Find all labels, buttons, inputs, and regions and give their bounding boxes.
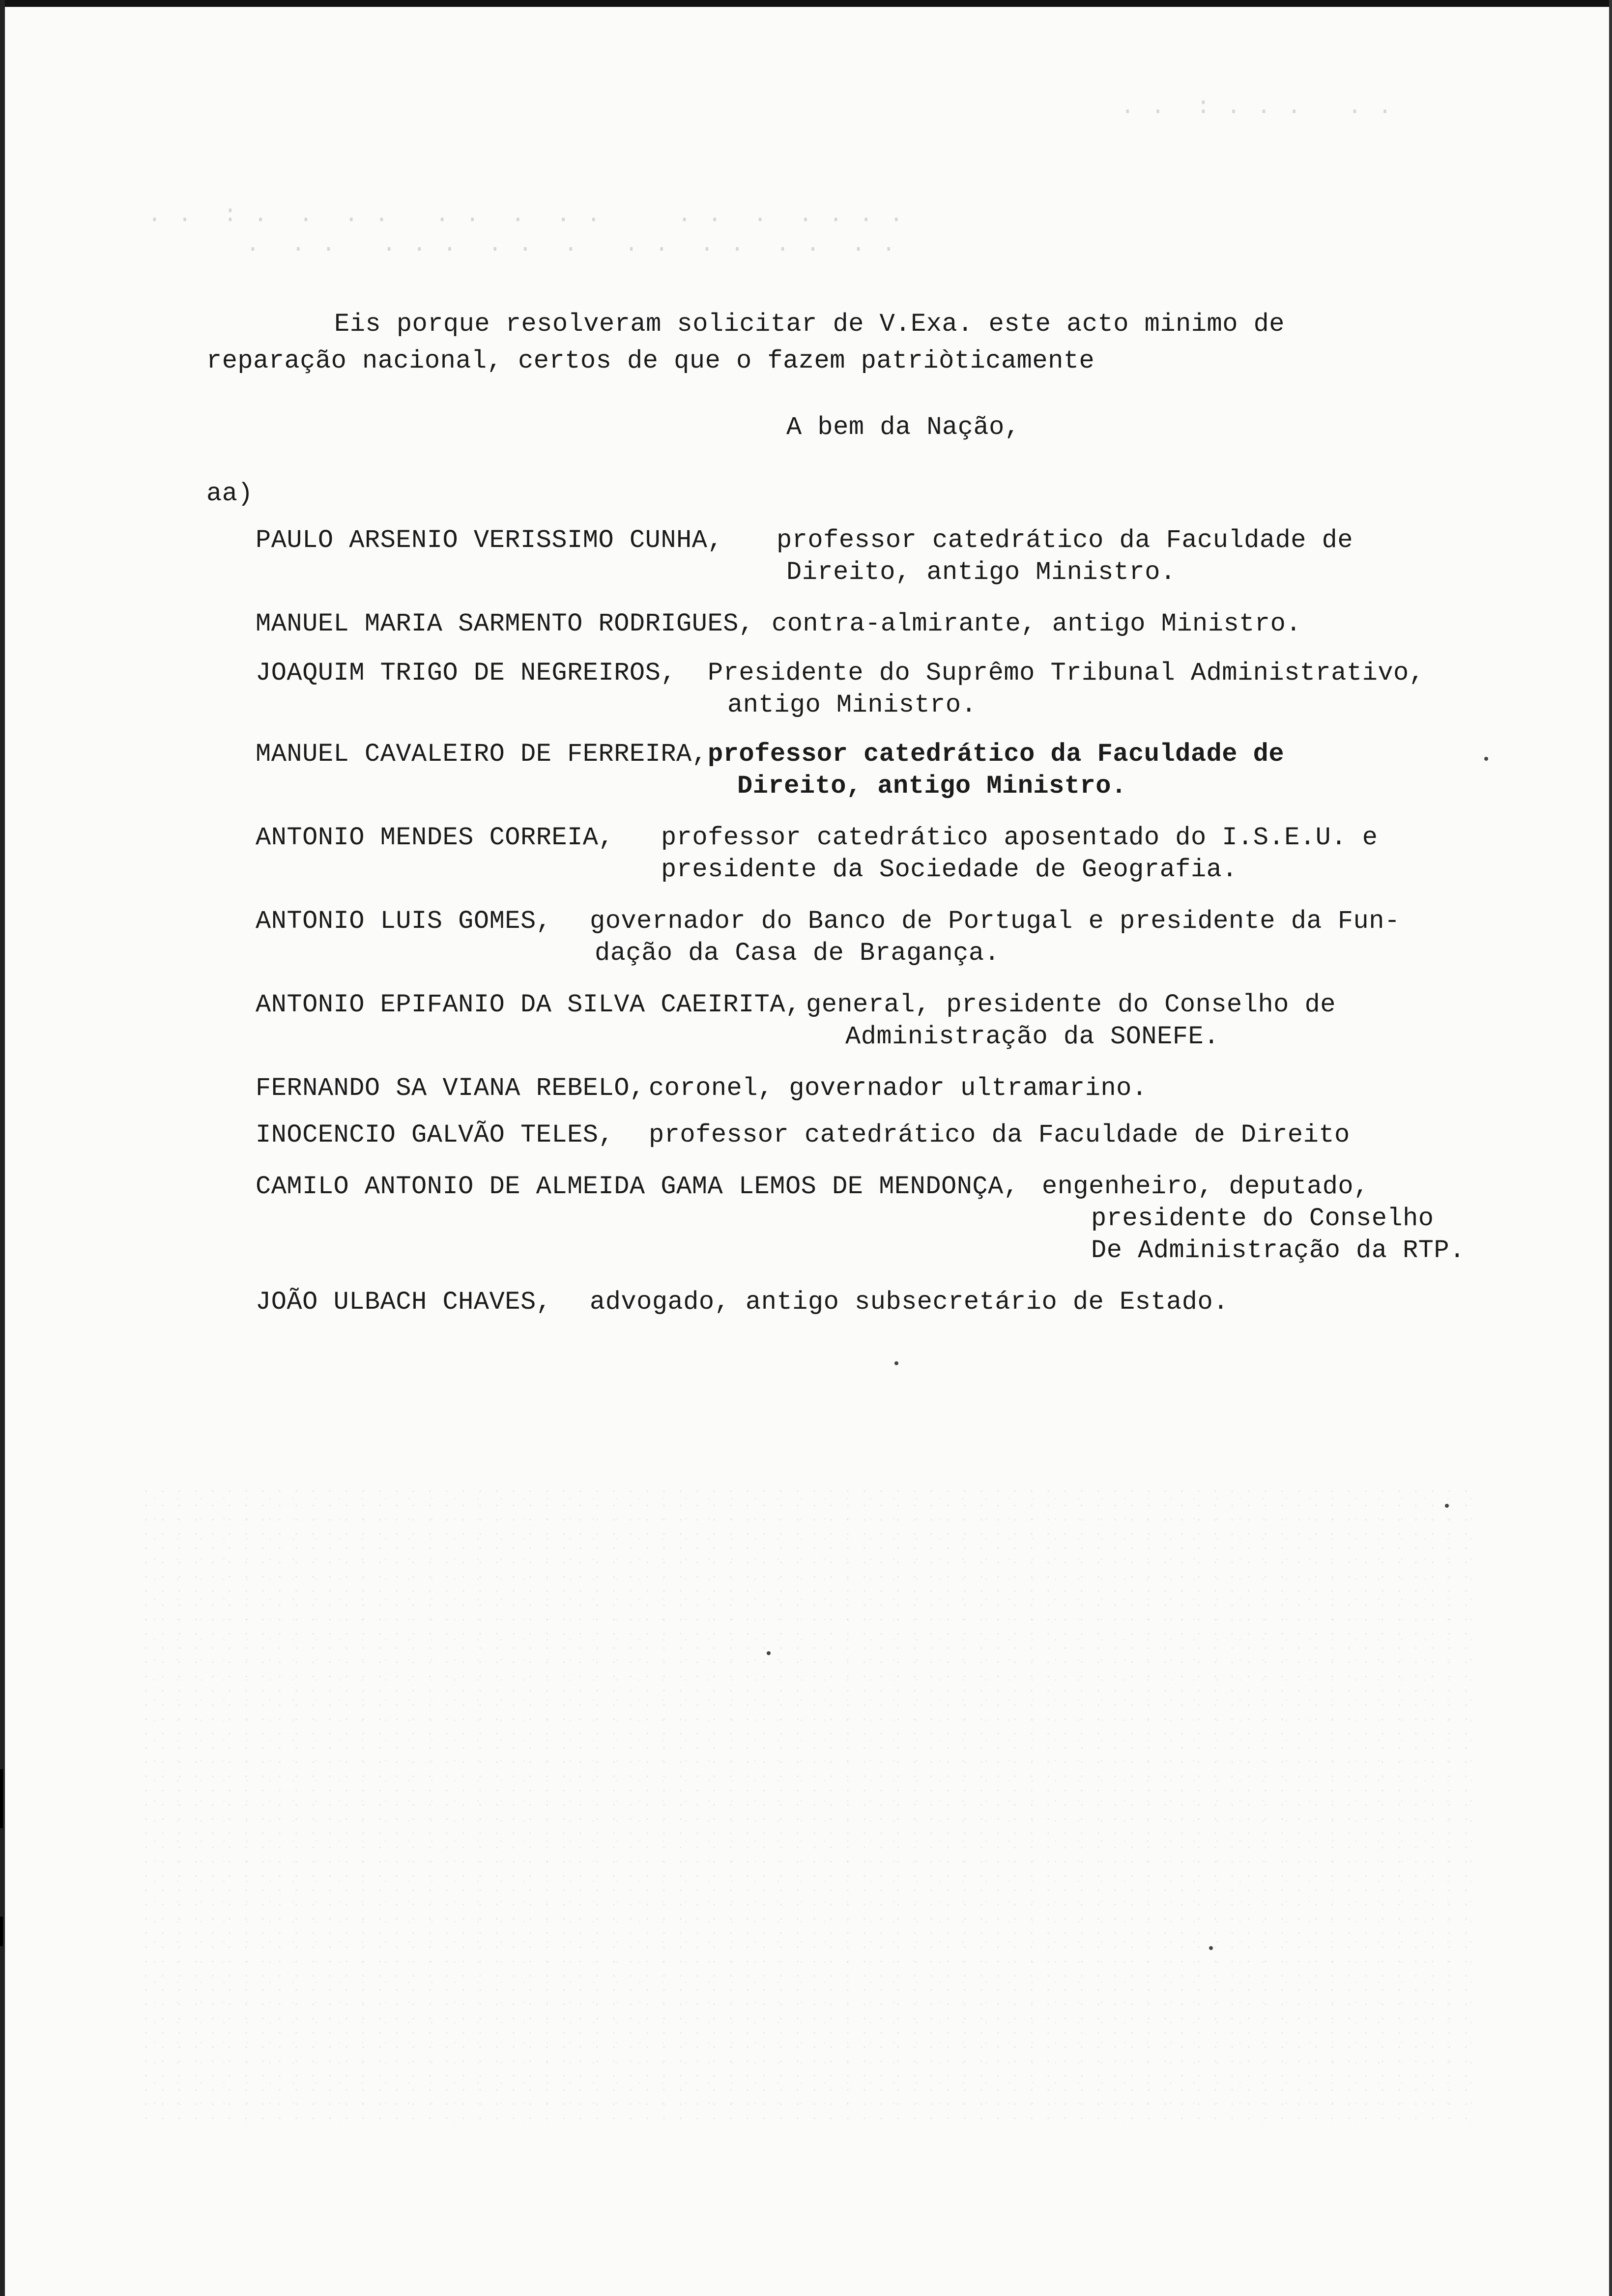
signatory-title: professor catedrático aposentado do I.S.E.U. e	[661, 823, 1378, 852]
closing-formula: A bem da Nação,	[786, 413, 1020, 442]
signatory-name: INOCENCIO GALVÃO TELES,	[256, 1120, 614, 1149]
signatory-title: engenheiro, deputado,	[1042, 1172, 1369, 1201]
signatory-title: Administração da SONEFE.	[845, 1022, 1219, 1051]
signatory-name: JOÃO ULBACH CHAVES,	[256, 1288, 552, 1317]
scan-speck	[767, 1651, 771, 1655]
scan-speck	[1209, 1946, 1213, 1950]
signatory-title: general, presidente do Conselho de	[806, 990, 1336, 1019]
signatory-title: De Administração da RTP.	[1091, 1236, 1465, 1265]
signatory-name: MANUEL CAVALEIRO DE FERREIRA,	[256, 740, 708, 769]
signatory-title: Direito, antigo Ministro.	[737, 772, 1127, 801]
signatory-title: Direito, antigo Ministro.	[786, 558, 1176, 587]
scan-edge-top	[0, 0, 1612, 7]
bleed-through-mark: . . : . . . . . . . . . . . . . . . .	[147, 202, 905, 229]
scan-edge-left	[0, 0, 5, 2296]
signatory-name: PAULO ARSENIO VERISSIMO CUNHA,	[256, 526, 723, 555]
bleed-through-mark: . . . . . . . . . . . . . . . . .	[246, 231, 897, 258]
scan-speck	[1445, 1504, 1449, 1508]
signatory-title: governador do Banco de Portugal e presidente da Fun-	[590, 907, 1400, 936]
signatory-name: ANTONIO LUIS GOMES,	[256, 907, 552, 936]
intro-line-2: reparação nacional, certos de que o fazem patriòticamente	[206, 346, 1095, 375]
scan-speck	[1484, 757, 1488, 761]
signatory-name: MANUEL MARIA SARMENTO RODRIGUES,	[256, 609, 754, 638]
scan-edge-mark	[0, 1769, 3, 1828]
signatory-title: presidente da Sociedade de Geografia.	[661, 855, 1238, 884]
signatory-title: professor catedrático da Faculdade de	[708, 740, 1285, 769]
signatory-title: Presidente do Suprêmo Tribunal Administrativo,	[708, 659, 1425, 688]
signatory-title: professor catedrático da Faculdade de Direito	[649, 1120, 1350, 1149]
signatory-name: CAMILO ANTONIO DE ALMEIDA GAMA LEMOS DE MENDONÇA,	[256, 1172, 1019, 1201]
signatory-title: advogado, antigo subsecretário de Estado.	[590, 1288, 1229, 1317]
signatory-name: ANTONIO MENDES CORREIA,	[256, 823, 614, 852]
signatory-title: antigo Ministro.	[727, 690, 977, 719]
bleed-through-mark: . . : . . . . .	[1121, 94, 1393, 120]
signatory-title: dação da Casa de Bragança.	[595, 939, 1000, 968]
signatory-title: coronel, governador ultramarino.	[649, 1074, 1148, 1103]
scan-edge-right	[1609, 0, 1612, 2296]
signatory-title: presidente do Conselho	[1091, 1204, 1434, 1233]
intro-line-1: Eis porque resolveram solicitar de V.Exa. este acto minimo de	[334, 310, 1285, 339]
signatory-title: professor catedrático da Faculdade de	[777, 526, 1353, 555]
signatory-name: ANTONIO EPIFANIO DA SILVA CAEIRITA,	[256, 990, 801, 1019]
signatory-title: contra-almirante, antigo Ministro.	[772, 609, 1301, 638]
scan-edge-mark	[0, 1917, 3, 1946]
scan-speck	[894, 1361, 898, 1365]
signatory-name: JOAQUIM TRIGO DE NEGREIROS,	[256, 659, 677, 688]
signature-marker: aa)	[206, 479, 254, 508]
signatory-name: FERNANDO SA VIANA REBELO,	[256, 1074, 645, 1103]
bleed-through-area	[138, 1484, 1474, 2123]
